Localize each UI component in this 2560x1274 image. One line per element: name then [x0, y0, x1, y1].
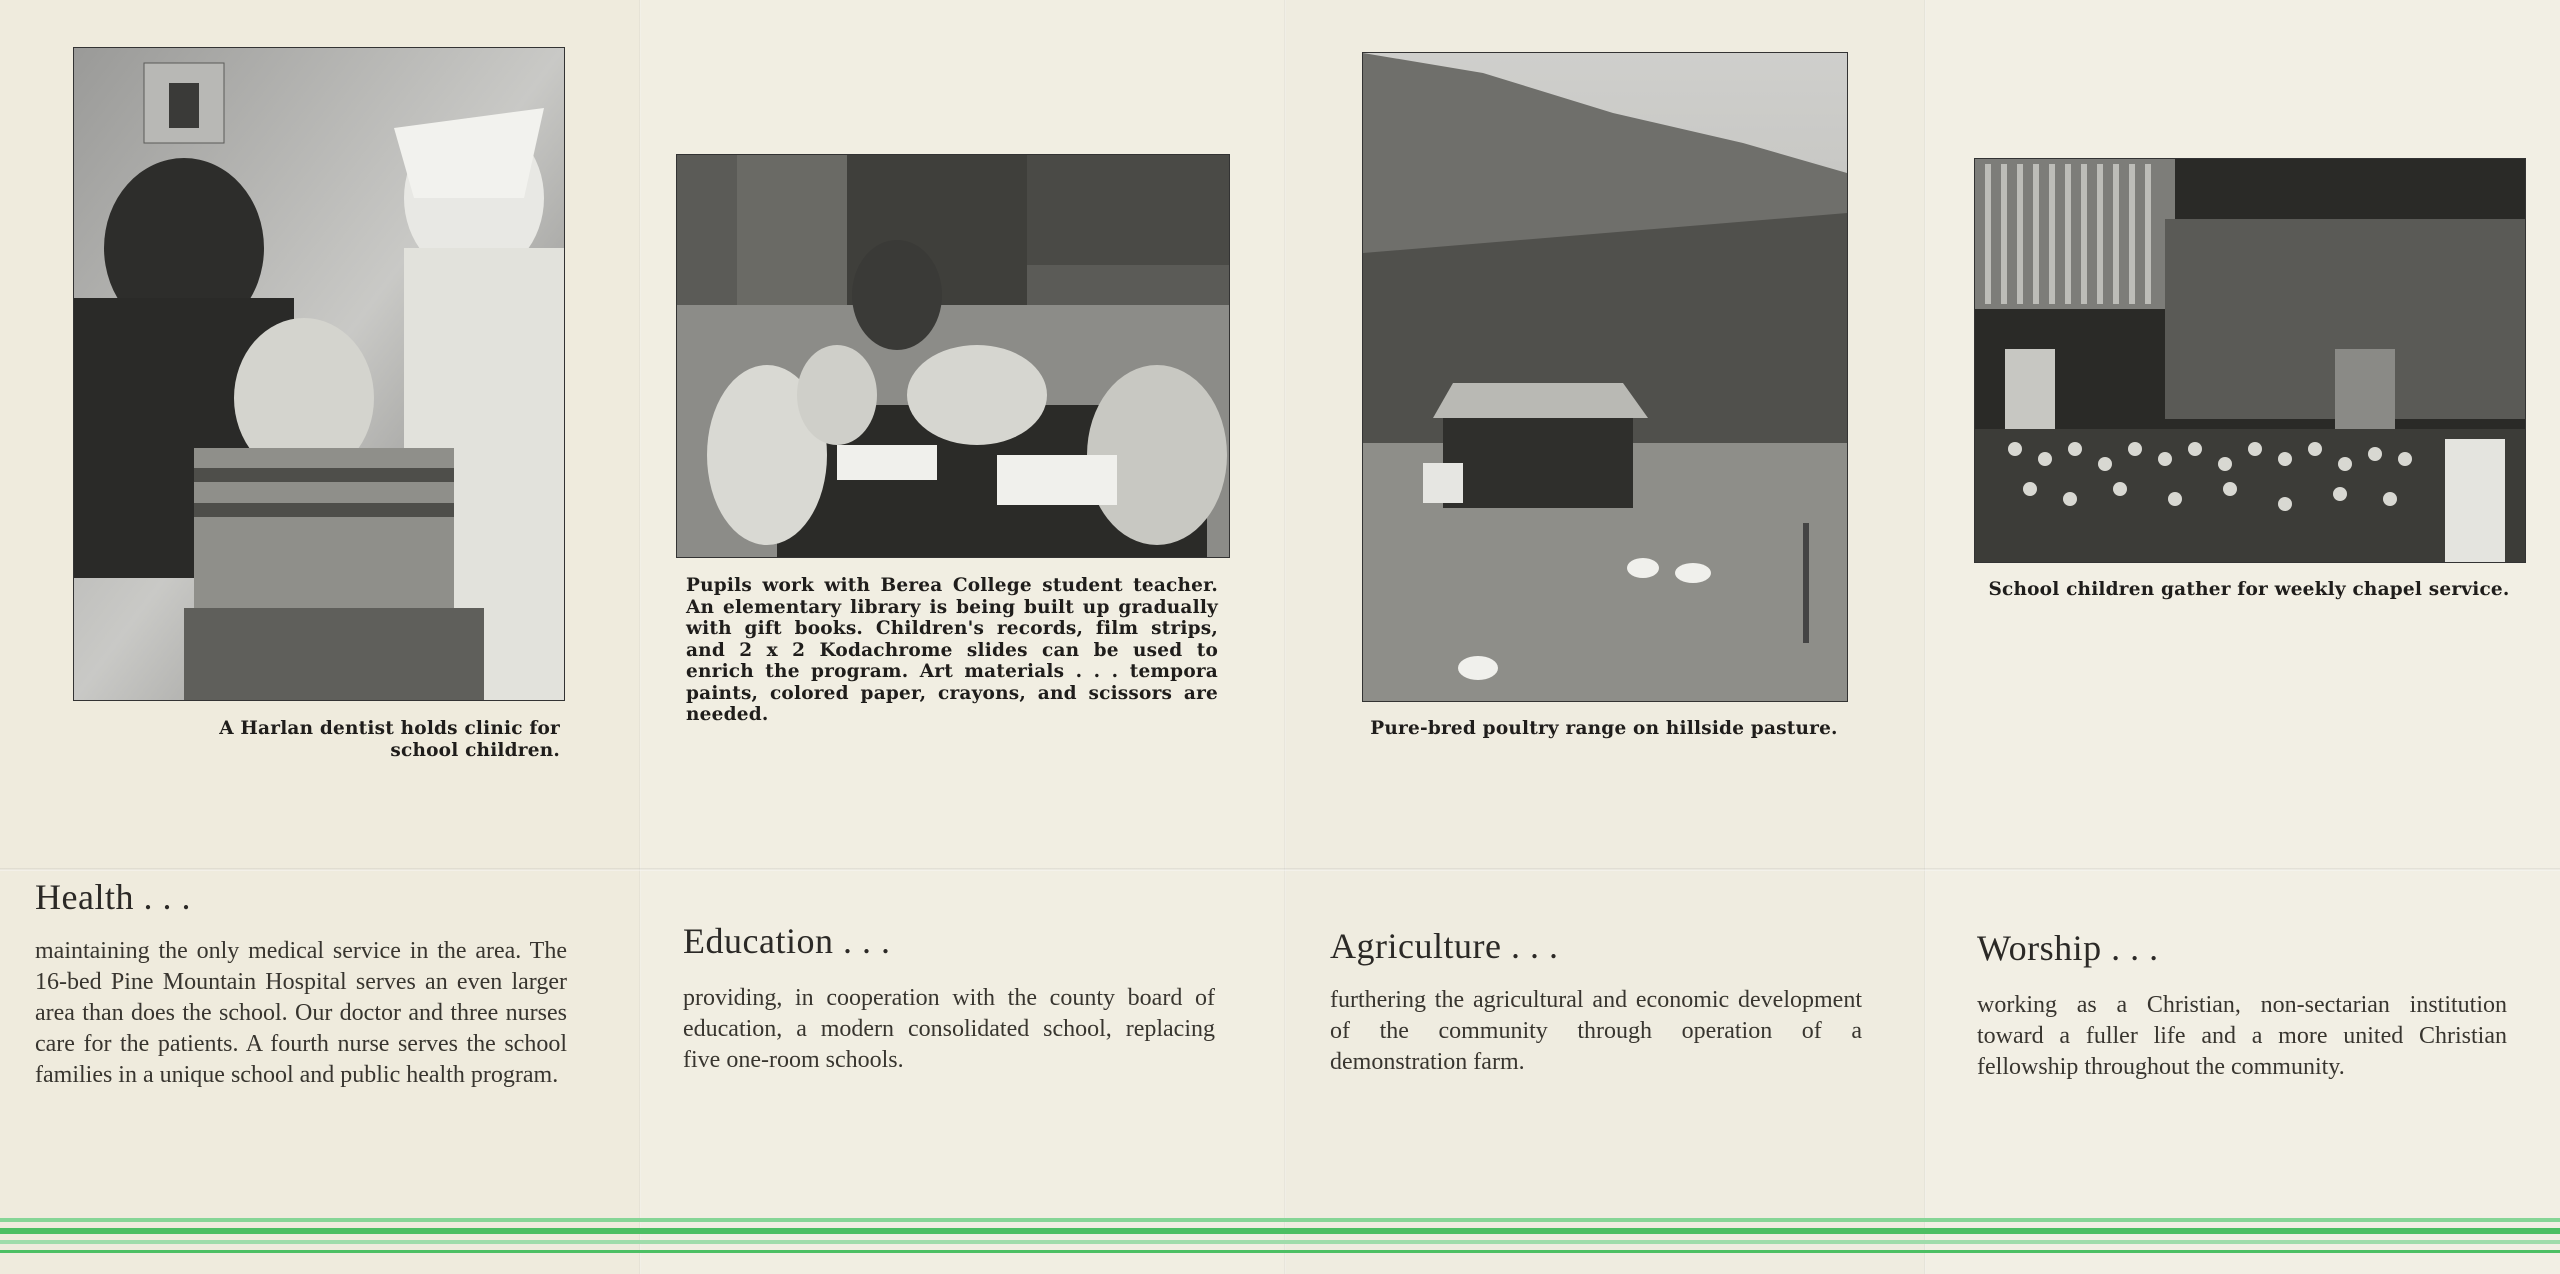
agriculture-heading: Agriculture . . . — [1330, 926, 1559, 966]
health-body: maintaining the only medical service in the area. The 16-bed Pine Mountain Hospital serves an even larger area than does the school. Our doctor and three nurses care for the patients. A fourth nurse serves the school families in a unique school and public health program. — [35, 938, 567, 1088]
stripe — [0, 1250, 2560, 1253]
agriculture-body: furthering the agricultural and economic development of the community through operation of a demonstration farm. — [1330, 987, 1862, 1075]
classroom-photo — [676, 154, 1230, 558]
health-heading: Health . . . — [35, 877, 191, 917]
fold-line-horizontal — [0, 868, 2560, 871]
stripe — [0, 1218, 2560, 1222]
fold-line — [639, 0, 641, 1274]
worship-heading: Worship . . . — [1977, 928, 2159, 968]
fold-line — [1924, 0, 1926, 1274]
poultry-range-photo — [1362, 52, 1848, 702]
dentist-clinic-photo — [73, 47, 565, 701]
worship-photo-caption: School children gather for weekly chapel service. — [1988, 579, 2510, 600]
education-photo-caption: Pupils work with Berea College student teacher. An elementary library is being built up gradually with gift books. Children's records, film strips, and 2 x 2 Kodachrome slides can be used to enrich the program. Art materials . . . tempora paints, colored paper, crayons, and scissors are needed. — [686, 575, 1218, 725]
worship-body: working as a Christian, non-sectarian institution toward a fuller life and a more united Christian fellowship throughout the community. — [1977, 992, 2507, 1080]
green-border-stripes — [0, 1210, 2560, 1274]
health-photo-caption: A Harlan dentist holds clinic for school children. — [219, 718, 560, 761]
agriculture-photo-caption: Pure-bred poultry range on hillside pasture. — [1370, 718, 1838, 739]
stripe — [0, 1240, 2560, 1244]
fold-line — [1284, 0, 1286, 1274]
stripe — [0, 1228, 2560, 1234]
education-heading: Education . . . — [683, 921, 891, 961]
education-body: providing, in cooperation with the county board of education, a modern consolidated school, replacing five one-room schools. — [683, 985, 1215, 1073]
chapel-service-photo — [1974, 158, 2526, 563]
